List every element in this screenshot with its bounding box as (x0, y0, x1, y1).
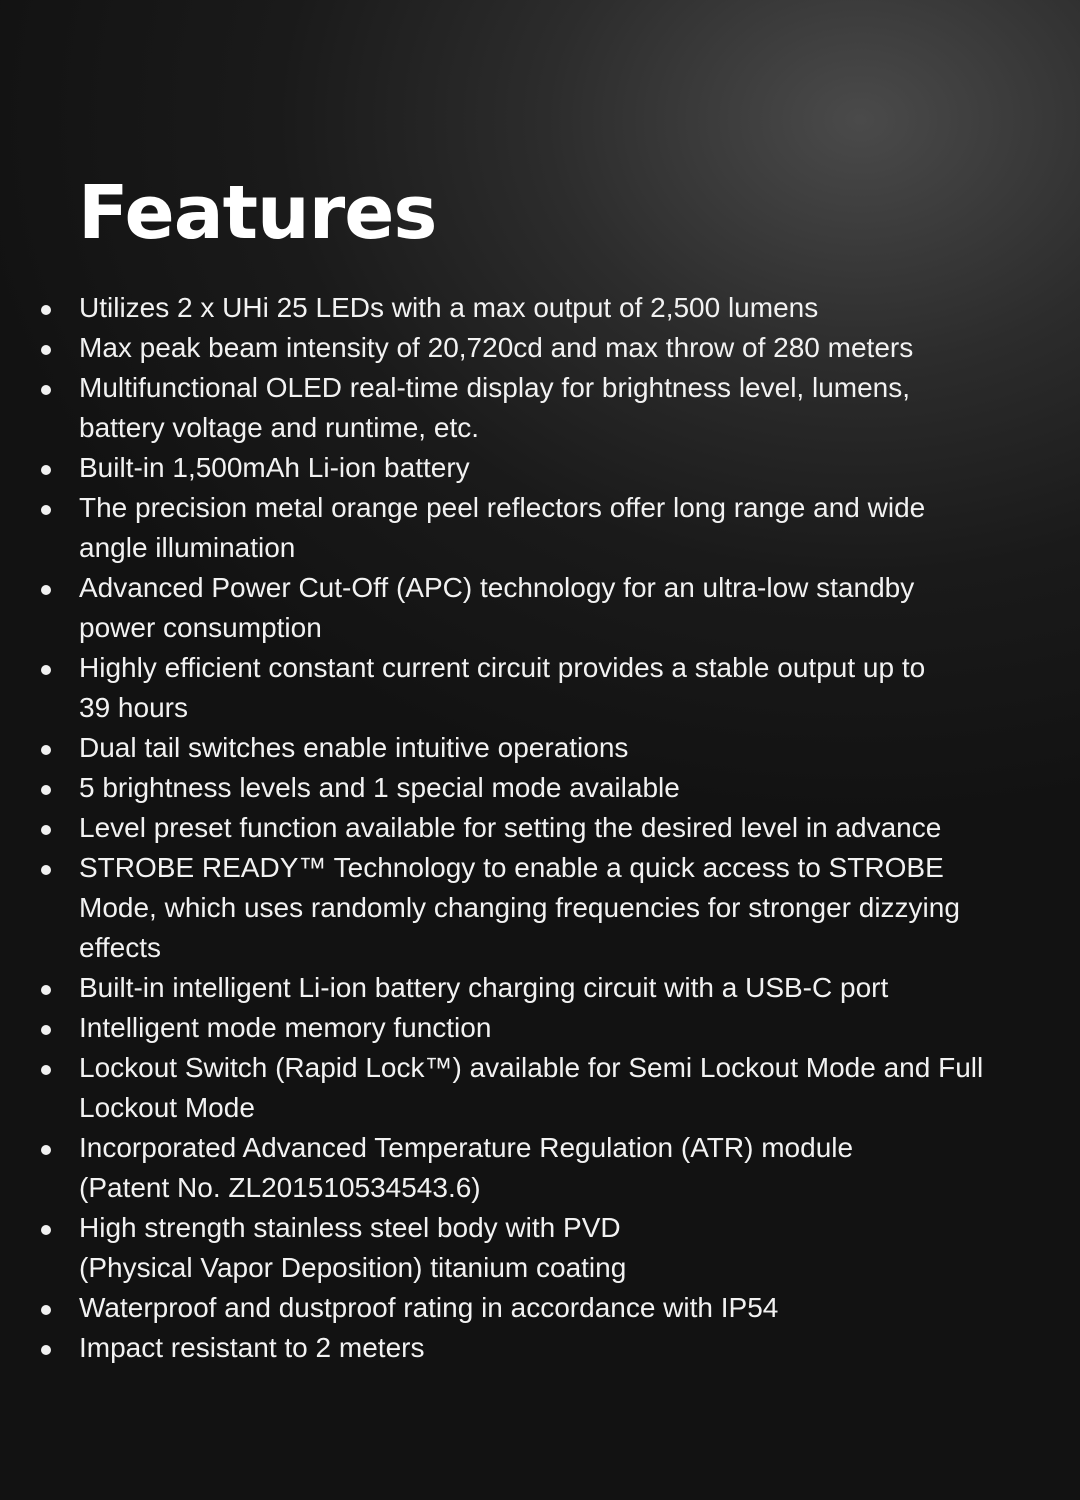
feature-text: Highly efficient constant current circuit provides a stable output up to (79, 652, 926, 683)
bullet-icon (41, 505, 51, 515)
feature-text: Built-in 1,500mAh Li-ion battery (79, 452, 470, 483)
bullet-icon (41, 865, 51, 875)
feature-text: Advanced Power Cut-Off (APC) technology for an ultra-low standby (79, 572, 915, 603)
feature-text: battery voltage and runtime, etc. (79, 412, 479, 443)
bullet-icon (41, 1345, 51, 1355)
bullet-icon (41, 665, 51, 675)
bullet-icon (41, 985, 51, 995)
feature-item (0, 968, 1080, 1008)
feature-text: Lockout Switch (Rapid Lock™) available for Semi Lockout Mode and Full (79, 1052, 984, 1083)
feature-item (0, 728, 1080, 768)
feature-text: (Physical Vapor Deposition) titanium coating (79, 1252, 627, 1283)
feature-text: 39 hours (79, 692, 188, 723)
feature-text: effects (79, 932, 161, 963)
feature-text: Intelligent mode memory function (79, 1012, 492, 1043)
feature-text: STROBE READY™ Technology to enable a quick access to STROBE (79, 852, 944, 883)
feature-item (0, 848, 1080, 968)
feature-text: Utilizes 2 x UHi 25 LEDs with a max output of 2,500 lumens (79, 292, 819, 323)
feature-item (0, 1008, 1080, 1048)
bullet-icon (41, 385, 51, 395)
feature-text: Max peak beam intensity of 20,720cd and max throw of 280 meters (79, 332, 914, 363)
bullet-icon (41, 1065, 51, 1075)
feature-item (0, 1208, 1080, 1288)
bullet-icon (41, 825, 51, 835)
feature-item (0, 288, 1080, 328)
feature-item (0, 1128, 1080, 1208)
feature-text: power consumption (79, 612, 322, 643)
page-title: Features (78, 170, 437, 256)
bullet-icon (41, 1025, 51, 1035)
feature-text: Level preset function available for setting the desired level in advance (79, 812, 942, 843)
feature-text: Dual tail switches enable intuitive operations (79, 732, 629, 763)
feature-text: Waterproof and dustproof rating in accordance with IP54 (79, 1292, 779, 1323)
feature-text: 5 brightness levels and 1 special mode available (79, 772, 680, 803)
feature-item (0, 1328, 1080, 1368)
bullet-icon (41, 785, 51, 795)
feature-item (0, 768, 1080, 808)
feature-list (0, 288, 1080, 1368)
feature-text: The precision metal orange peel reflectors offer long range and wide (79, 492, 926, 523)
bullet-icon (41, 345, 51, 355)
feature-text: Multifunctional OLED real-time display for brightness level, lumens, (79, 372, 911, 403)
bullet-icon (41, 1305, 51, 1315)
feature-item (0, 568, 1080, 648)
feature-item (0, 648, 1080, 728)
feature-text: Lockout Mode (79, 1092, 255, 1123)
bullet-icon (41, 745, 51, 755)
feature-item (0, 368, 1080, 448)
bullet-icon (41, 465, 51, 475)
bullet-icon (41, 305, 51, 315)
feature-item (0, 1288, 1080, 1328)
feature-item (0, 448, 1080, 488)
feature-text: High strength stainless steel body with PVD (79, 1212, 621, 1243)
feature-item (0, 1048, 1080, 1128)
bullet-icon (41, 585, 51, 595)
feature-text: Incorporated Advanced Temperature Regulation (ATR) module (79, 1132, 854, 1163)
bullet-icon (41, 1145, 51, 1155)
feature-item (0, 328, 1080, 368)
feature-item (0, 808, 1080, 848)
feature-text: Impact resistant to 2 meters (79, 1332, 425, 1363)
feature-text: (Patent No. ZL201510534543.6) (79, 1172, 481, 1203)
bullet-icon (41, 1225, 51, 1235)
feature-text: angle illumination (79, 532, 296, 563)
feature-item (0, 488, 1080, 568)
feature-text: Mode, which uses randomly changing frequencies for stronger dizzying (79, 892, 960, 923)
feature-text: Built-in intelligent Li-ion battery charging circuit with a USB-C port (79, 972, 889, 1003)
